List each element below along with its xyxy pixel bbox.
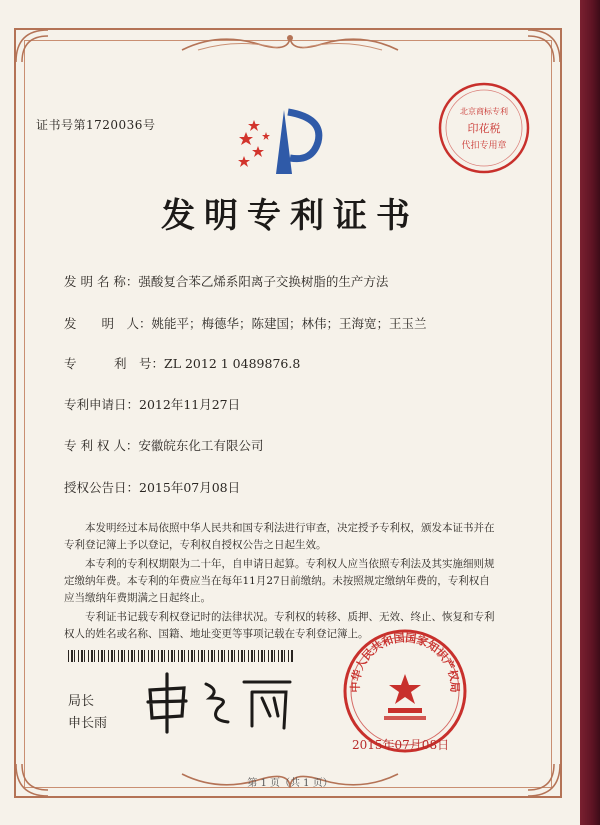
svg-text:代扣专用章: 代扣专用章	[461, 141, 507, 151]
body-paragraph: 专利证书记载专利权登记时的法律状况。专利权的转移、质押、无效、终止、恢复和专利权人的姓名或名称、国籍、地址变更等事项记载在专利登记簿上。	[64, 611, 495, 640]
field-application-date: 专利申请日：2012年11月27日	[64, 397, 241, 412]
corner-ornament-tl	[14, 28, 50, 64]
field-patent-number: 专 利 号：ZL 2012 1 0489876.8	[64, 356, 301, 371]
body-paragraph: 本专利的专利权期限为二十年，自申请日起算。专利权人应当依照专利法及其实施细则规定缴纳年费。本专利的年费应当在每年11月27日前缴纳。未按照规定缴纳年费的，专利权自应当缴纳年费期满之日起终止。	[64, 558, 495, 604]
svg-text:中华人民共和国国家知识产权局: 中华人民共和国国家知识产权局	[348, 631, 462, 693]
page-number: 第 1 页（共 1 页）	[247, 778, 333, 789]
certificate-title: 发明专利证书	[161, 196, 419, 236]
field-grant-date: 授权公告日：2015年07月08日	[64, 480, 241, 495]
binding-strip	[580, 0, 600, 825]
field-invention-name: 发 明 名 称：强酸复合苯乙烯系阳离子交换树脂的生产方法	[64, 274, 389, 289]
director-title: 局长	[68, 694, 95, 709]
body-paragraph: 本发明经过本局依照中华人民共和国专利法进行审查，决定授予专利权，颁发本证书并在专利登记簿上予以登记，专利权自授权公告之日起生效。	[64, 522, 495, 551]
seal-date: 2015年07月08日	[352, 738, 450, 752]
barcode	[68, 650, 294, 662]
certificate-number: 证书号第1720036号	[36, 118, 156, 132]
top-ornament	[178, 30, 402, 56]
patent-office-logo-icon	[232, 102, 328, 182]
director-signature-icon	[140, 668, 320, 738]
svg-text:北京商标专利: 北京商标专利	[460, 107, 508, 116]
svg-text:印花税: 印花税	[467, 122, 501, 135]
field-patentee: 专 利 权 人：安徽皖东化工有限公司	[64, 438, 264, 453]
corner-ornament-tr	[526, 28, 562, 64]
agency-seal-icon	[434, 78, 534, 178]
director-name: 申长雨	[68, 716, 108, 731]
field-inventors: 发 明 人：姚能平；梅德华；陈建国；林伟；王海宽；王玉兰	[64, 316, 427, 331]
